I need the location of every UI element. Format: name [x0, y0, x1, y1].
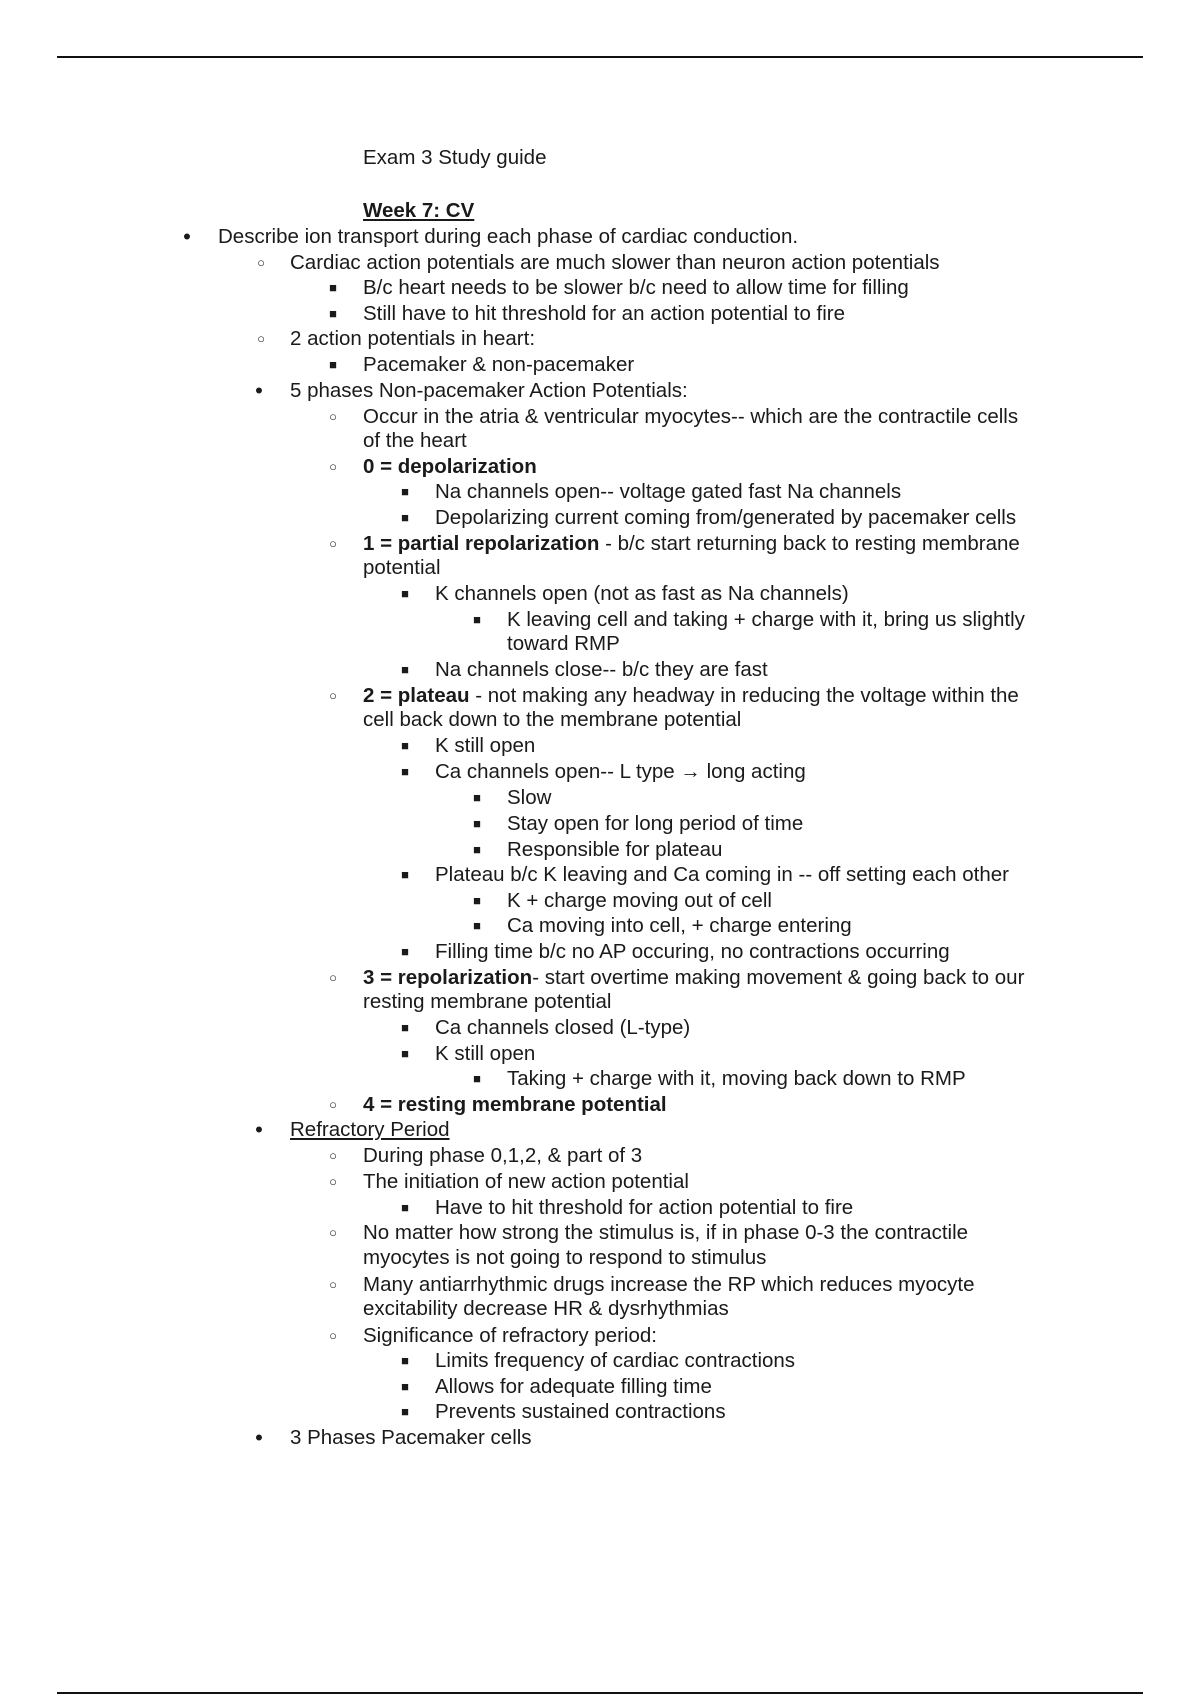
- list-item: B/c heart needs to be slower b/c need to allow time for filling: [363, 276, 909, 299]
- bullet-circle: ○: [329, 1225, 337, 1240]
- bullet-square: ■: [473, 790, 481, 805]
- list-item: No matter how strong the stimulus is, if in phase 0-3 the contractile: [363, 1221, 969, 1244]
- bullet-circle: ○: [329, 459, 337, 474]
- bullet-square: ■: [329, 306, 337, 321]
- list-item-continued: toward RMP: [507, 632, 620, 655]
- bullet-square: ■: [401, 738, 409, 753]
- list-item: Occur in the atria & ventricular myocytes-- which are the contractile cells: [363, 405, 1019, 428]
- list-item: Describe ion transport during each phase of cardiac conduction.: [218, 225, 799, 248]
- list-item: K still open: [435, 1042, 536, 1065]
- list-item: Filling time b/c no AP occuring, no contractions occurring: [435, 940, 950, 963]
- list-item: Depolarizing current coming from/generated by pacemaker cells: [435, 506, 1017, 529]
- bullet-dot: •: [255, 1425, 263, 1450]
- bullet-circle: ○: [329, 1277, 337, 1292]
- bullet-dot: •: [255, 1117, 263, 1142]
- list-item: K + charge moving out of cell: [507, 889, 772, 912]
- bullet-square: ■: [473, 612, 481, 627]
- bullet-square: ■: [401, 1379, 409, 1394]
- list-item: The initiation of new action potential: [363, 1170, 689, 1193]
- phase-4-heading: 4 = resting membrane potential: [363, 1093, 667, 1116]
- list-item: Many antiarrhythmic drugs increase the RP which reduces myocyte: [363, 1273, 975, 1296]
- list-item: Na channels open-- voltage gated fast Na channels: [435, 480, 902, 503]
- bullet-circle: ○: [329, 409, 337, 424]
- bullet-circle: ○: [257, 331, 265, 346]
- bullet-square: ■: [401, 1020, 409, 1035]
- list-item: [363, 684, 1019, 708]
- bullet-circle: ○: [329, 1097, 337, 1112]
- list-item: Taking + charge with it, moving back down to RMP: [507, 1067, 966, 1090]
- list-item: Cardiac action potentials are much slower than neuron action potentials: [290, 251, 940, 274]
- list-item: Ca channels closed (L-type): [435, 1016, 691, 1039]
- phase-3-heading: 3 = repolarization: [363, 966, 533, 989]
- list-item: 3 Phases Pacemaker cells: [290, 1426, 532, 1449]
- list-item-continued: myocytes is not going to respond to stimulus: [363, 1246, 767, 1269]
- list-item: Na channels close-- b/c they are fast: [435, 658, 768, 681]
- bullet-square: ■: [401, 1404, 409, 1419]
- bullet-square: ■: [473, 893, 481, 908]
- list-item: 5 phases Non-pacemaker Action Potentials:: [290, 379, 688, 402]
- document-title: Exam 3 Study guide: [363, 146, 547, 169]
- bullet-square: ■: [401, 586, 409, 601]
- phase-3-text: - start overtime making movement & going back to our: [532, 966, 1025, 989]
- list-item: Slow: [507, 786, 552, 809]
- bullet-square: ■: [401, 867, 409, 882]
- bullet-square: ■: [401, 1200, 409, 1215]
- list-item: [363, 532, 1020, 556]
- bullet-square: ■: [401, 510, 409, 525]
- bullet-square: ■: [329, 357, 337, 372]
- week-heading: Week 7: CV: [363, 199, 475, 222]
- list-item: Stay open for long period of time: [507, 812, 804, 835]
- bullet-square: ■: [329, 280, 337, 295]
- list-item: Significance of refractory period:: [363, 1324, 657, 1347]
- list-item: [363, 966, 1024, 990]
- list-item-continued: excitability decrease HR & dysrhythmias: [363, 1297, 729, 1320]
- list-item: Pacemaker & non-pacemaker: [363, 353, 635, 376]
- list-item-continued: cell back down to the membrane potential: [363, 708, 742, 731]
- bullet-square: ■: [401, 764, 409, 779]
- bullet-square: ■: [473, 1071, 481, 1086]
- bottom-rule: [57, 1692, 1143, 1694]
- list-item: Ca channels open-- L type → long acting: [435, 760, 806, 783]
- top-rule: [57, 56, 1143, 58]
- list-item: Still have to hit threshold for an action potential to fire: [363, 302, 846, 325]
- list-item-continued: resting membrane potential: [363, 990, 612, 1013]
- phase-1-heading: 1 = partial repolarization: [363, 532, 600, 555]
- list-item-continued: potential: [363, 556, 441, 579]
- list-item: 2 action potentials in heart:: [290, 327, 536, 350]
- list-item: Have to hit threshold for action potential to fire: [435, 1196, 854, 1219]
- list-item: Limits frequency of cardiac contractions: [435, 1349, 796, 1372]
- phase-2-heading: 2 = plateau: [363, 684, 470, 707]
- phase-1-text: - b/c start returning back to resting membrane: [599, 532, 1020, 555]
- phase-0-heading: 0 = depolarization: [363, 455, 537, 478]
- list-item: Prevents sustained contractions: [435, 1400, 726, 1423]
- list-item: K channels open (not as fast as Na channels): [435, 582, 849, 605]
- list-item-continued: of the heart: [363, 429, 467, 452]
- bullet-square: ■: [401, 1046, 409, 1061]
- bullet-circle: ○: [329, 688, 337, 703]
- bullet-circle: ○: [329, 1148, 337, 1163]
- bullet-square: ■: [473, 842, 481, 857]
- bullet-dot: •: [183, 224, 191, 249]
- bullet-square: ■: [401, 1353, 409, 1368]
- list-item: Responsible for plateau: [507, 838, 723, 861]
- bullet-square: ■: [401, 662, 409, 677]
- bullet-circle: ○: [329, 1328, 337, 1343]
- bullet-circle: ○: [329, 536, 337, 551]
- bullet-dot: •: [255, 378, 263, 403]
- bullet-circle: ○: [257, 255, 265, 270]
- bullet-circle: ○: [329, 970, 337, 985]
- list-item: K still open: [435, 734, 536, 757]
- phase-2-text: - not making any headway in reducing the voltage within the: [469, 684, 1019, 707]
- list-item: Ca moving into cell, + charge entering: [507, 914, 852, 937]
- list-item: K leaving cell and taking + charge with it, bring us slightly: [507, 608, 1025, 631]
- bullet-circle: ○: [329, 1174, 337, 1189]
- list-item: During phase 0,1,2, & part of 3: [363, 1144, 643, 1167]
- list-item: Allows for adequate filling time: [435, 1375, 712, 1398]
- bullet-square: ■: [401, 484, 409, 499]
- bullet-square: ■: [473, 918, 481, 933]
- bullet-square: ■: [401, 944, 409, 959]
- list-item: Plateau b/c K leaving and Ca coming in -- off setting each other: [435, 863, 1009, 886]
- refractory-heading: Refractory Period: [290, 1118, 450, 1141]
- bullet-square: ■: [473, 816, 481, 831]
